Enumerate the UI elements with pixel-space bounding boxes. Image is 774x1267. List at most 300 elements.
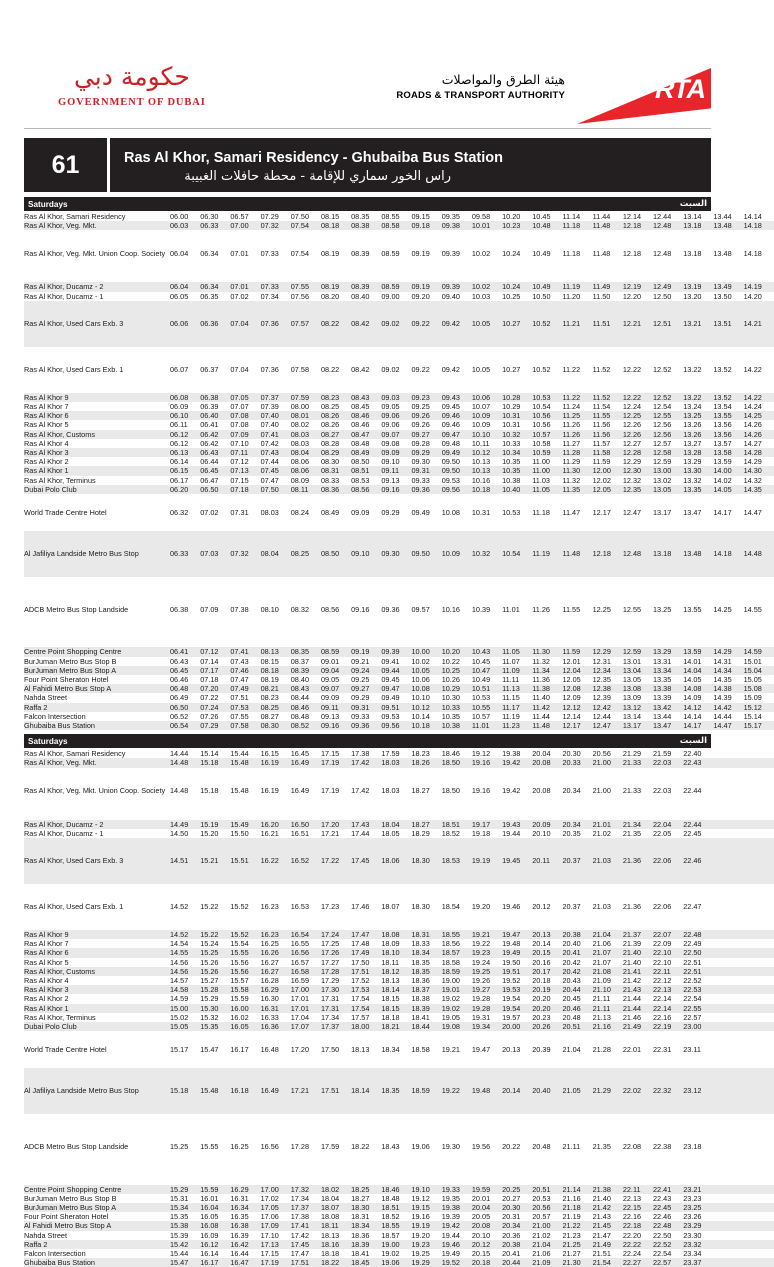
- departure-time: 20.43: [562, 976, 592, 985]
- departure-time: 20.56: [532, 1203, 562, 1212]
- departure-time: 13.35: [683, 485, 713, 494]
- departure-time: 14.20: [744, 292, 774, 301]
- departure-time: 14.14: [744, 212, 774, 221]
- departure-time: 11.49: [593, 282, 623, 291]
- departure-time: 22.27: [623, 1258, 653, 1267]
- departure-time: 13.44: [713, 212, 743, 221]
- departure-time: 22.16: [623, 1212, 653, 1221]
- departure-time: 06.33: [170, 531, 200, 577]
- departure-time: 08.03: [291, 430, 321, 439]
- departure-time: 10.55: [472, 703, 502, 712]
- departure-time: 13.09: [623, 693, 653, 702]
- departure-time: 07.37: [261, 393, 291, 402]
- departure-time: 07.32: [230, 531, 260, 577]
- departure-time: 16.44: [230, 1249, 260, 1258]
- departure-time: 13.47: [653, 721, 683, 730]
- departure-time: 08.28: [321, 439, 351, 448]
- departure-time: 14.12: [683, 703, 713, 712]
- departure-time: 16.15: [261, 749, 291, 758]
- departure-time: 08.37: [291, 657, 321, 666]
- departure-time: 16.56: [291, 948, 321, 957]
- departure-time: 21.07: [593, 958, 623, 967]
- departure-time: 09.53: [442, 476, 472, 485]
- departure-time: 17.31: [321, 1004, 351, 1013]
- departure-time: 08.46: [351, 411, 381, 420]
- departure-time: 14.57: [170, 976, 200, 985]
- departure-time: 15.59: [200, 1185, 230, 1194]
- departure-time: 22.12: [653, 976, 683, 985]
- departure-time: [713, 1013, 743, 1022]
- departure-time: 15.54: [230, 939, 260, 948]
- departure-time: 21.01: [593, 820, 623, 829]
- departure-time: 14.48: [170, 768, 200, 814]
- departure-time: 07.12: [230, 457, 260, 466]
- departure-time: 21.09: [532, 1258, 562, 1267]
- departure-time: 21.11: [562, 1114, 592, 1178]
- departure-time: 20.51: [532, 1185, 562, 1194]
- departure-time: 20.51: [562, 1022, 592, 1031]
- departure-time: 09.41: [381, 657, 411, 666]
- departure-time: 22.52: [683, 976, 713, 985]
- departure-time: 07.13: [230, 466, 260, 475]
- departure-time: 15.25: [170, 1114, 200, 1178]
- departure-time: 15.00: [170, 1004, 200, 1013]
- departure-time: 19.48: [502, 939, 532, 948]
- departure-time: 21.07: [593, 948, 623, 957]
- departure-time: 09.50: [442, 466, 472, 475]
- departure-time: [744, 1258, 774, 1267]
- departure-time: 13.56: [713, 420, 743, 429]
- departure-time: 17.28: [291, 1114, 321, 1178]
- departure-time: 16.51: [291, 829, 321, 838]
- table-row: [24, 1004, 774, 1013]
- departure-time: 14.25: [713, 577, 743, 641]
- departure-time: 13.49: [713, 282, 743, 291]
- table-row: [24, 930, 774, 939]
- departure-time: 20.48: [562, 1013, 592, 1022]
- departure-time: 10.25: [502, 292, 532, 301]
- departure-time: 12.28: [623, 448, 653, 457]
- departure-time: 21.02: [593, 829, 623, 838]
- departure-time: 18.04: [381, 820, 411, 829]
- departure-time: 12.05: [562, 675, 592, 684]
- departure-time: 20.35: [562, 829, 592, 838]
- departure-time: 08.39: [351, 230, 381, 276]
- departure-time: 09.02: [381, 347, 411, 393]
- departure-time: 18.12: [381, 967, 411, 976]
- departure-time: 10.16: [472, 476, 502, 485]
- departure-time: 10.24: [502, 282, 532, 291]
- departure-time: 17.28: [321, 967, 351, 976]
- departure-time: 13.55: [713, 411, 743, 420]
- departure-time: 08.58: [381, 221, 411, 230]
- departure-time: 17.09: [261, 1221, 291, 1230]
- departure-time: 14.18: [744, 230, 774, 276]
- departure-time: 11.05: [502, 647, 532, 656]
- departure-time: 14.35: [744, 485, 774, 494]
- departure-time: 16.09: [200, 1231, 230, 1240]
- departure-time: 11.26: [562, 430, 592, 439]
- departure-time: 10.06: [412, 675, 442, 684]
- departure-time: [713, 1068, 743, 1114]
- departure-time: 11.03: [532, 476, 562, 485]
- departure-time: 10.45: [532, 212, 562, 221]
- departure-time: 08.48: [351, 439, 381, 448]
- departure-time: 20.13: [532, 930, 562, 939]
- departure-time: 21.33: [623, 758, 653, 767]
- departure-time: [713, 1004, 743, 1013]
- departure-time: 12.09: [562, 693, 592, 702]
- departure-time: 16.17: [230, 1031, 260, 1068]
- departure-time: 16.25: [261, 939, 291, 948]
- stop-name-english: Al Fahidi Metro Bus Stop A: [24, 1221, 170, 1230]
- departure-time: 17.48: [351, 939, 381, 948]
- departure-time: 19.52: [502, 976, 532, 985]
- departure-time: 11.30: [562, 466, 592, 475]
- departure-time: 12.26: [623, 420, 653, 429]
- departure-time: 19.00: [381, 1240, 411, 1249]
- departure-time: 18.18: [381, 1013, 411, 1022]
- departure-time: 09.56: [381, 721, 411, 730]
- departure-time: 13.04: [623, 666, 653, 675]
- departure-time: 13.29: [653, 647, 683, 656]
- departure-time: 11.52: [593, 347, 623, 393]
- departure-time: 10.32: [502, 430, 532, 439]
- table-row: [24, 347, 774, 393]
- departure-time: 20.44: [562, 985, 592, 994]
- departure-time: 20.12: [472, 1240, 502, 1249]
- departure-time: 19.21: [472, 930, 502, 939]
- departure-time: 10.58: [532, 439, 562, 448]
- departure-time: 17.54: [351, 1004, 381, 1013]
- departure-time: 21.04: [562, 1031, 592, 1068]
- table-row: [24, 838, 774, 884]
- departure-time: 17.50: [351, 958, 381, 967]
- departure-time: 17.32: [291, 1185, 321, 1194]
- table-row: [24, 1022, 774, 1031]
- departure-time: 19.20: [412, 1231, 442, 1240]
- departure-time: 15.14: [744, 712, 774, 721]
- departure-time: 08.33: [321, 476, 351, 485]
- departure-time: 10.10: [412, 693, 442, 702]
- departure-time: 11.24: [562, 402, 592, 411]
- departure-time: 21.13: [593, 1013, 623, 1022]
- stop-name-english: Al Jafiliya Landside Metro Bus Stop: [24, 531, 170, 577]
- departure-time: 17.54: [351, 994, 381, 1003]
- departure-time: 11.44: [593, 212, 623, 221]
- departure-time: 17.51: [321, 1068, 351, 1114]
- stop-name-english: Al Jafiliya Landside Metro Bus Stop: [24, 1068, 170, 1114]
- departure-time: 15.12: [744, 703, 774, 712]
- departure-time: 19.49: [442, 1249, 472, 1258]
- departure-time: 16.19: [261, 758, 291, 767]
- departure-time: 16.28: [261, 976, 291, 985]
- departure-time: 06.50: [200, 485, 230, 494]
- stop-name-english: Ras Al Khor, Used Cars Exb. 3: [24, 838, 170, 884]
- departure-time: 18.39: [351, 1240, 381, 1249]
- departure-time: 07.01: [230, 230, 260, 276]
- departure-time: 19.23: [472, 948, 502, 957]
- departure-time: 20.46: [562, 1004, 592, 1013]
- departure-time: 08.22: [321, 301, 351, 347]
- departure-time: 22.06: [653, 884, 683, 930]
- departure-time: 10.10: [472, 430, 502, 439]
- departure-time: 08.19: [321, 230, 351, 276]
- departure-time: 11.50: [593, 292, 623, 301]
- departure-time: 11.48: [562, 531, 592, 577]
- departure-time: 10.16: [442, 577, 472, 641]
- departure-time: 18.37: [412, 985, 442, 994]
- departure-time: 18.44: [412, 1022, 442, 1031]
- departure-time: 09.26: [412, 420, 442, 429]
- departure-time: 21.19: [562, 1212, 592, 1221]
- table-row: [24, 485, 774, 494]
- departure-time: 12.29: [593, 647, 623, 656]
- departure-time: 06.38: [170, 577, 200, 641]
- departure-time: 09.15: [412, 212, 442, 221]
- departure-time: 08.23: [321, 393, 351, 402]
- departure-time: 11.48: [532, 721, 562, 730]
- departure-time: 23.25: [683, 1203, 713, 1212]
- departure-time: 19.42: [502, 758, 532, 767]
- table-row: [24, 684, 774, 693]
- departure-time: 09.42: [442, 347, 472, 393]
- departure-time: 09.48: [442, 439, 472, 448]
- departure-time: 10.53: [472, 693, 502, 702]
- departure-time: 09.19: [412, 230, 442, 276]
- departure-time: 20.01: [472, 1194, 502, 1203]
- departure-time: 18.26: [412, 758, 442, 767]
- departure-time: 12.05: [593, 485, 623, 494]
- departure-time: 11.19: [562, 282, 592, 291]
- departure-time: 18.29: [412, 829, 442, 838]
- departure-time: 18.57: [442, 948, 472, 957]
- route-title-bar: [24, 138, 711, 192]
- departure-time: 22.20: [623, 1231, 653, 1240]
- departure-time: 08.39: [351, 282, 381, 291]
- departure-time: 19.42: [442, 1221, 472, 1230]
- departure-time: 15.55: [200, 1114, 230, 1178]
- departure-time: 13.39: [653, 693, 683, 702]
- departure-time: 08.32: [291, 577, 321, 641]
- departure-time: 07.17: [200, 666, 230, 675]
- departure-time: 21.40: [623, 948, 653, 957]
- departure-time: [713, 829, 743, 838]
- table-row: [24, 1231, 774, 1240]
- departure-time: 08.10: [261, 577, 291, 641]
- departure-time: 16.49: [291, 758, 321, 767]
- departure-time: 18.07: [381, 884, 411, 930]
- departure-time: 11.28: [562, 448, 592, 457]
- departure-time: 13.51: [713, 301, 743, 347]
- departure-time: 09.02: [381, 301, 411, 347]
- departure-time: 17.50: [321, 1031, 351, 1068]
- departure-time: [713, 939, 743, 948]
- stop-name-english: Ras Al Khor, Used Cars Exb. 3: [24, 301, 170, 347]
- departure-time: 08.29: [321, 448, 351, 457]
- departure-time: 21.06: [532, 1249, 562, 1258]
- departure-time: 14.17: [713, 494, 743, 531]
- departure-time: 22.16: [653, 1013, 683, 1022]
- stop-name-english: Ras Al Khor, Veg. Mkt. Union Coop. Society: [24, 768, 170, 814]
- departure-time: 08.06: [291, 466, 321, 475]
- departure-time: 10.43: [472, 647, 502, 656]
- departure-time: 19.25: [412, 1249, 442, 1258]
- departure-time: 09.57: [412, 577, 442, 641]
- departure-time: 19.28: [472, 994, 502, 1003]
- departure-time: 10.22: [442, 657, 472, 666]
- stop-name-english: Ras Al Khor 7: [24, 939, 170, 948]
- departure-time: 22.44: [683, 768, 713, 814]
- departure-time: 22.54: [683, 994, 713, 1003]
- departure-time: 19.00: [442, 976, 472, 985]
- departure-time: 21.38: [593, 1185, 623, 1194]
- departure-time: 11.00: [532, 457, 562, 466]
- departure-time: 16.45: [291, 749, 321, 758]
- departure-time: 15.35: [200, 1022, 230, 1031]
- departure-time: 13.18: [653, 531, 683, 577]
- departure-time: 21.10: [593, 985, 623, 994]
- departure-time: 20.40: [532, 1068, 562, 1114]
- departure-time: [744, 829, 774, 838]
- rta-wordmark: RTA: [655, 74, 705, 104]
- departure-time: 20.04: [472, 1203, 502, 1212]
- departure-time: 14.58: [170, 985, 200, 994]
- departure-time: 06.07: [170, 347, 200, 393]
- departure-time: 10.05: [472, 301, 502, 347]
- departure-time: 10.49: [472, 675, 502, 684]
- departure-time: 09.23: [412, 393, 442, 402]
- departure-time: 19.19: [412, 1221, 442, 1230]
- departure-time: 11.18: [562, 230, 592, 276]
- departure-time: 06.35: [200, 292, 230, 301]
- departure-time: 20.41: [562, 948, 592, 957]
- departure-time: 22.06: [653, 838, 683, 884]
- departure-time: 15.44: [170, 1249, 200, 1258]
- departure-time: 23.18: [683, 1114, 713, 1178]
- departure-time: 11.15: [502, 693, 532, 702]
- departure-time: 20.20: [532, 994, 562, 1003]
- departure-time: 13.20: [683, 292, 713, 301]
- table-row: [24, 647, 774, 656]
- departure-time: 16.00: [230, 1004, 260, 1013]
- departure-time: 15.09: [744, 693, 774, 702]
- departure-time: 13.47: [683, 494, 713, 531]
- rta-mark: [577, 68, 711, 124]
- departure-time: 10.06: [472, 393, 502, 402]
- departure-time: 11.51: [593, 301, 623, 347]
- departure-time: 16.20: [261, 820, 291, 829]
- departure-time: 22.13: [653, 985, 683, 994]
- departure-time: 09.35: [442, 212, 472, 221]
- departure-time: 07.12: [200, 647, 230, 656]
- departure-time: 15.56: [230, 967, 260, 976]
- departure-time: 10.38: [502, 476, 532, 485]
- departure-time: [744, 1212, 774, 1221]
- stop-name-english: Centre Point Shopping Centre: [24, 1185, 170, 1194]
- departure-time: 16.58: [291, 967, 321, 976]
- departure-time: 21.22: [562, 1221, 592, 1230]
- departure-time: 14.25: [744, 411, 774, 420]
- stop-name-english: Ras Al Khor, Customs: [24, 967, 170, 976]
- departure-time: 19.29: [412, 1258, 442, 1267]
- departure-time: 22.54: [653, 1249, 683, 1258]
- departure-time: 10.02: [412, 657, 442, 666]
- departure-time: 17.01: [291, 1004, 321, 1013]
- departure-time: 07.39: [261, 402, 291, 411]
- departure-time: 19.56: [472, 1114, 502, 1178]
- departure-time: 09.49: [381, 693, 411, 702]
- departure-time: 09.05: [321, 675, 351, 684]
- departure-time: 10.53: [502, 494, 532, 531]
- departure-time: 10.20: [442, 647, 472, 656]
- departure-time: 18.36: [412, 976, 442, 985]
- departure-time: 14.54: [170, 939, 200, 948]
- departure-time: 21.33: [623, 768, 653, 814]
- departure-time: 07.43: [261, 448, 291, 457]
- departure-time: 16.52: [291, 838, 321, 884]
- departure-time: 17.26: [321, 948, 351, 957]
- departure-time: 22.46: [653, 1212, 683, 1221]
- departure-time: 11.25: [562, 411, 592, 420]
- departure-time: 19.19: [472, 838, 502, 884]
- departure-time: 10.57: [532, 430, 562, 439]
- departure-time: 11.55: [562, 577, 592, 641]
- departure-time: 10.23: [502, 221, 532, 230]
- departure-time: 09.07: [321, 684, 351, 693]
- departure-time: 19.47: [472, 1031, 502, 1068]
- departure-time: 14.47: [744, 494, 774, 531]
- departure-time: 15.20: [200, 829, 230, 838]
- departure-time: 12.47: [623, 494, 653, 531]
- departure-time: 20.39: [532, 1031, 562, 1068]
- departure-time: 22.48: [683, 930, 713, 939]
- departure-time: 10.31: [472, 494, 502, 531]
- departure-time: 23.11: [683, 1031, 713, 1068]
- departure-time: 20.44: [502, 1258, 532, 1267]
- departure-time: [713, 1249, 743, 1258]
- departure-time: 10.08: [412, 684, 442, 693]
- departure-time: 13.55: [683, 577, 713, 641]
- departure-time: 22.52: [653, 1240, 683, 1249]
- table-row: [24, 448, 774, 457]
- departure-time: 19.22: [472, 939, 502, 948]
- departure-time: 11.44: [532, 712, 562, 721]
- departure-time: [744, 1231, 774, 1240]
- departure-time: 21.36: [623, 838, 653, 884]
- departure-time: 17.43: [351, 820, 381, 829]
- departure-time: 17.30: [321, 985, 351, 994]
- departure-time: 21.11: [593, 1004, 623, 1013]
- departure-time: 18.33: [412, 939, 442, 948]
- departure-time: 15.05: [744, 675, 774, 684]
- departure-time: 14.05: [713, 485, 743, 494]
- departure-time: 19.28: [472, 1004, 502, 1013]
- departure-time: 17.42: [351, 768, 381, 814]
- departure-time: 14.32: [744, 476, 774, 485]
- departure-time: 14.48: [744, 531, 774, 577]
- departure-time: 17.51: [351, 967, 381, 976]
- departure-time: 08.43: [291, 684, 321, 693]
- departure-time: 08.46: [351, 420, 381, 429]
- departure-time: 10.40: [502, 485, 532, 494]
- departure-time: 16.53: [291, 884, 321, 930]
- departure-time: 22.08: [623, 1114, 653, 1178]
- departure-time: 16.48: [261, 1031, 291, 1068]
- departure-time: 14.02: [713, 476, 743, 485]
- departure-time: 18.50: [442, 768, 472, 814]
- stop-name-english: Dubai Polo Club: [24, 485, 170, 494]
